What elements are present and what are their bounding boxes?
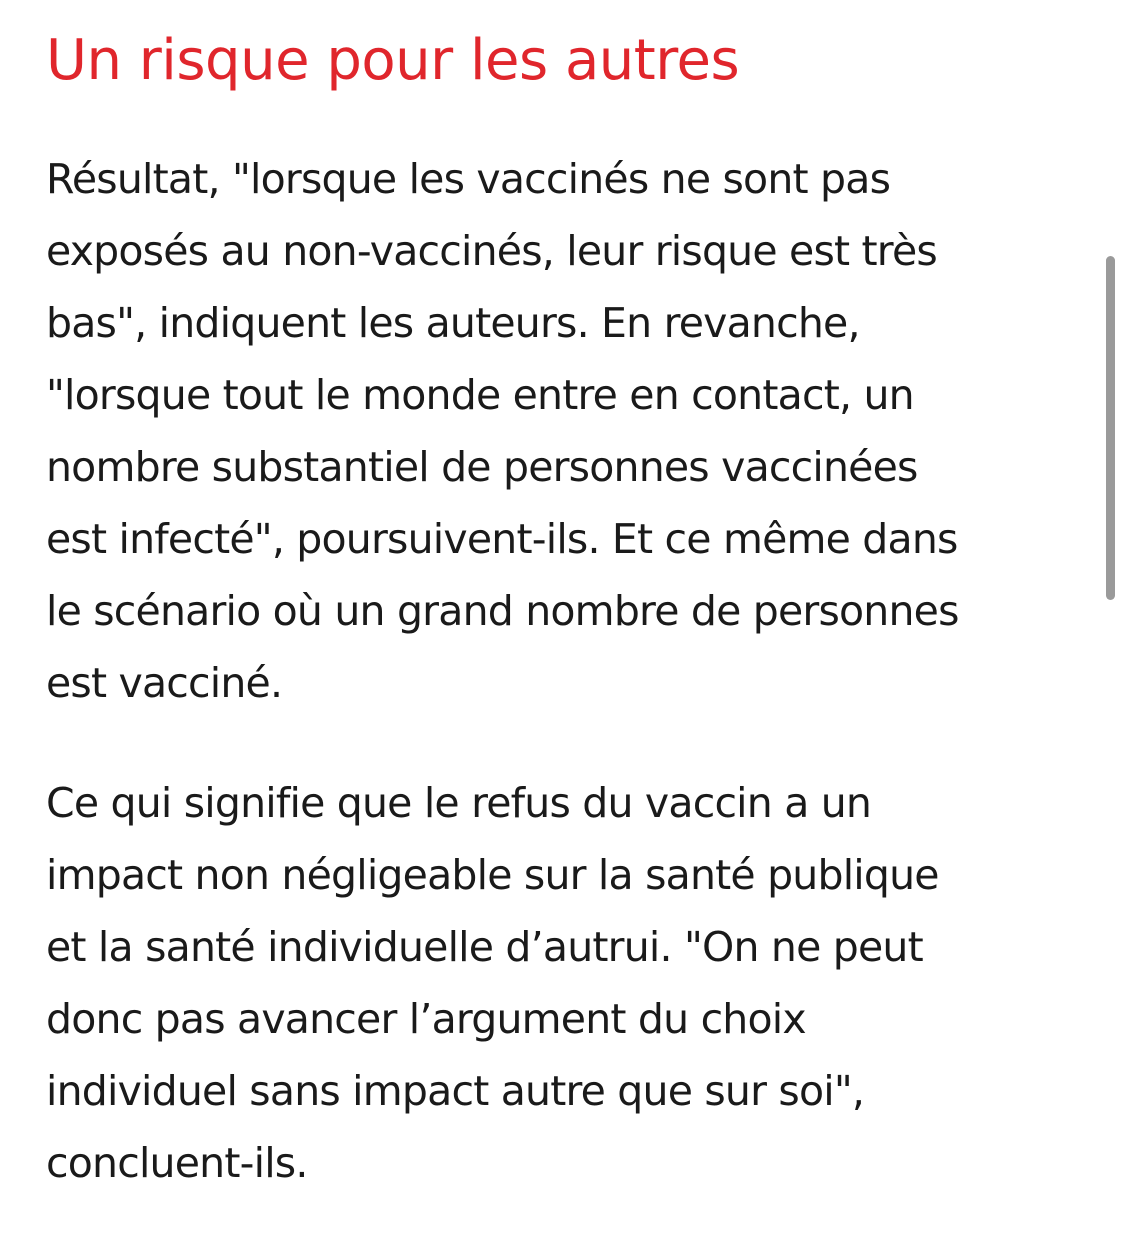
paragraph-line: "lorsque tout le monde entre en contact, un [46, 371, 914, 419]
paragraph-line: donc pas avancer l’argument du choix [46, 995, 806, 1043]
paragraph-line: est vacciné. [46, 659, 283, 707]
paragraph-line: individuel sans impact autre que sur soi", [46, 1067, 865, 1115]
paragraph-line: le scénario où un grand nombre de personnes [46, 587, 959, 635]
paragraph-1 [46, 143, 1086, 719]
paragraph-line: Ce qui signifie que le refus du vaccin a un [46, 779, 872, 827]
paragraph-line: Résultat, "lorsque les vaccinés ne sont pas [46, 155, 891, 203]
paragraph-line: et la santé individuelle d’autrui. "On ne peut [46, 923, 923, 971]
paragraph-2 [46, 767, 1086, 1199]
article [46, 22, 1086, 1199]
section-heading: Un risque pour les autres [46, 28, 740, 93]
paragraph-line: impact non négligeable sur la santé publique [46, 851, 939, 899]
paragraph-line: exposés au non-vaccinés, leur risque est très [46, 227, 937, 275]
paragraph-line: est infecté", poursuivent-ils. Et ce même dans [46, 515, 958, 563]
vertical-scrollbar[interactable] [1106, 256, 1115, 600]
paragraph-line: nombre substantiel de personnes vaccinées [46, 443, 918, 491]
paragraph-line: bas", indiquent les auteurs. En revanche, [46, 299, 860, 347]
paragraph-line: concluent-ils. [46, 1139, 308, 1187]
